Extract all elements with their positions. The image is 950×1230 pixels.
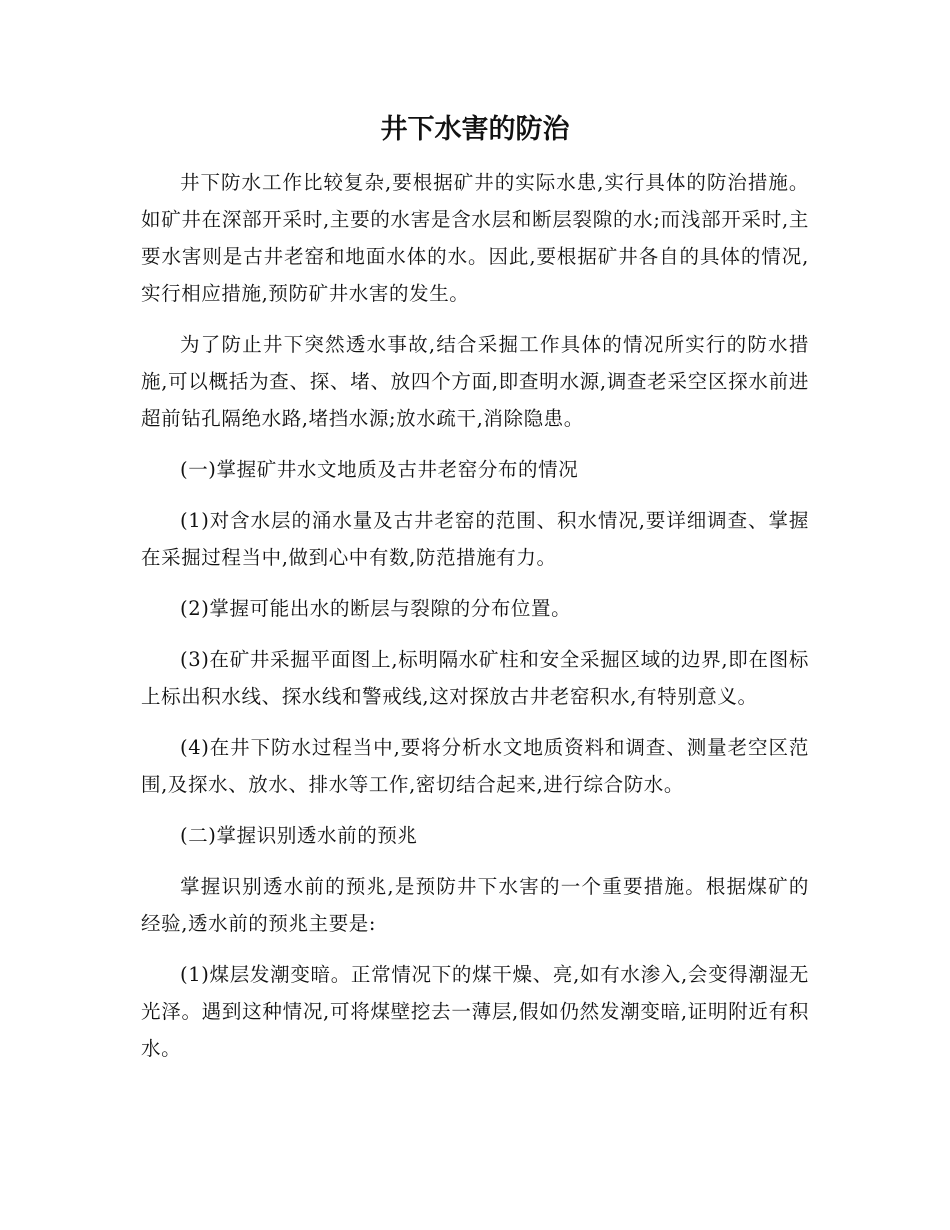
paragraph-warning-signs: 掌握识别透水前的预兆,是预防井下水害的一个重要措施。根据煤矿的经验,透水前的预兆主要是: bbox=[141, 875, 809, 935]
list-item-1: (1)对含水层的涌水量及古井老窑的范围、积水情况,要详细调查、掌握在采掘过程当中,做到心中有数,防范措施有力。 bbox=[141, 509, 809, 569]
list-item-2: (2)掌握可能出水的断层与裂隙的分布位置。 bbox=[180, 597, 572, 620]
list-item-5: (1)煤层发潮变暗。正常情况下的煤干燥、亮,如有水渗入,会变得潮湿无光泽。遇到这种情况,可将煤壁挖去一薄层,假如仍然发潮变暗,证明附近有积水。 bbox=[141, 963, 809, 1060]
paragraph-intro: 井下防水工作比较复杂,要根据矿井的实际水患,实行具体的防治措施。如矿井在深部开采时,主要的水害是含水层和断层裂隙的水;而浅部开采时,主要水害则是古井老窑和地面水体的水。因此,要根据矿井各自的具体的情况,实行相应措施,预防矿井水害的发生。 bbox=[141, 171, 809, 305]
document-body bbox=[141, 164, 809, 1067]
section-heading-1: (一)掌握矿井水文地质及古井老窑分布的情况 bbox=[180, 458, 579, 481]
list-item-3: (3)在矿井采掘平面图上,标明隔水矿柱和安全采掘区域的边界,即在图标上标出积水线、探水线和警戒线,这对探放古井老窑积水,有特别意义。 bbox=[141, 648, 809, 708]
section-heading-2: (二)掌握识别透水前的预兆 bbox=[180, 824, 418, 847]
document-title: 井下水害的防治 bbox=[380, 114, 570, 145]
list-item-4: (4)在井下防水过程当中,要将分析水文地质资料和调查、测量老空区范围,及探水、放水、排水等工作,密切结合起来,进行综合防水。 bbox=[141, 736, 809, 796]
paragraph-measures-overview: 为了防止井下突然透水事故,结合采掘工作具体的情况所实行的防水措施,可以概括为查、探、堵、放四个方面,即查明水源,调查老采空区探水前进超前钻孔隔绝水路,堵挡水源;放水疏干,消除隐患。 bbox=[141, 333, 809, 430]
